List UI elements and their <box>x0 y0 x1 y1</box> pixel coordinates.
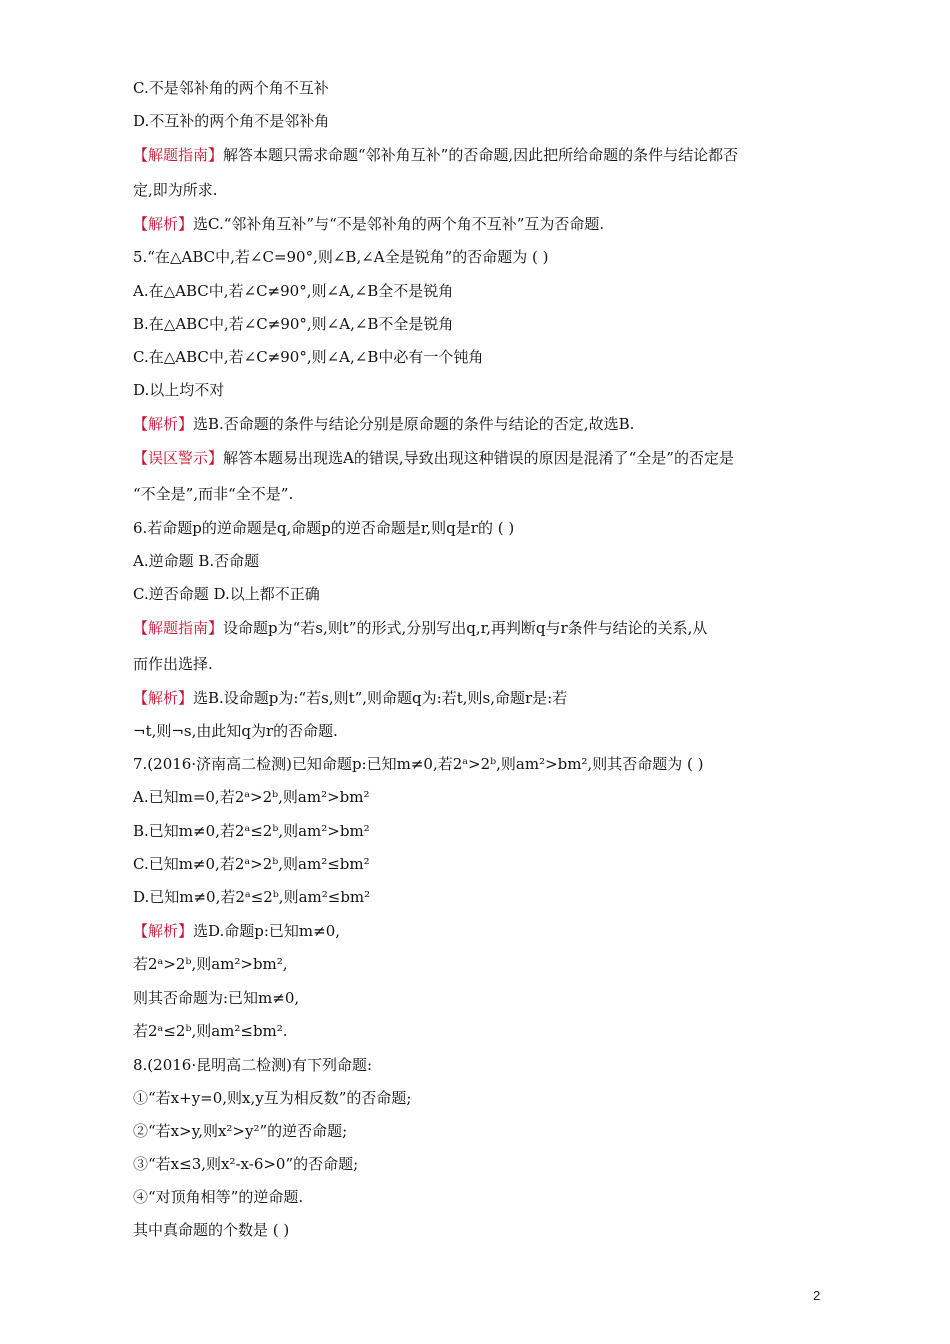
analysis-q7: 【解析】选D.命题p:已知m≠0, <box>133 922 341 940</box>
hint-q6: 【解题指南】设命题p为“若s,则t”的形式,分别写出q,r,再判断q与r条件与结论的关系,从 <box>133 619 708 637</box>
options-ab-q6: A.逆命题 B.否命题 <box>133 552 260 570</box>
analysis-q7-line2: 若2ᵃ>2ᵇ,则am²>bm², <box>133 955 288 973</box>
analysis-tag: 【解析】 <box>133 922 194 940</box>
proposition-1: ①“若x+y=0,则x,y互为相反数”的否命题; <box>133 1089 412 1107</box>
option-b-q5: B.在△ABC中,若∠C≠90°,则∠A,∠B不全是锐角 <box>133 315 454 333</box>
option-a-q7: A.已知m=0,若2ᵃ>2ᵇ,则am²>bm² <box>133 788 370 806</box>
option-d-q7: D.已知m≠0,若2ᵃ≤2ᵇ,则am²≤bm² <box>133 888 371 906</box>
question-8-ask: 其中真命题的个数是 ( ) <box>133 1221 290 1239</box>
question-7: 7.(2016·济南高二检测)已知命题p:已知m≠0,若2ᵃ>2ᵇ,则am²>bm²,则其否命题为 ( ) <box>133 755 704 773</box>
warning-tag: 【误区警示】 <box>133 449 224 467</box>
question-8: 8.(2016·昆明高二检测)有下列命题: <box>133 1056 373 1074</box>
option-c-q7: C.已知m≠0,若2ᵃ>2ᵇ,则am²≤bm² <box>133 855 370 873</box>
option-b-q7: B.已知m≠0,若2ᵃ≤2ᵇ,则am²>bm² <box>133 822 370 840</box>
analysis-tag: 【解析】 <box>133 689 194 707</box>
hint-q4-cont: 定,即为所求. <box>133 181 218 199</box>
option-c-q4: C.不是邻补角的两个角不互补 <box>133 79 329 97</box>
option-c-q5: C.在△ABC中,若∠C≠90°,则∠A,∠B中必有一个钝角 <box>133 348 484 366</box>
hint-q6-cont: 而作出选择. <box>133 655 213 673</box>
warning-q5: 【误区警示】解答本题易出现选A的错误,导致出现这种错误的原因是混淆了“全是”的否定是 <box>133 449 734 467</box>
question-6: 6.若命题p的逆命题是q,命题p的逆否命题是r,则q是r的 ( ) <box>133 519 515 537</box>
analysis-q6: 【解析】选B.设命题p为:“若s,则t”,则命题q为:若t,则s,命题r是:若 <box>133 689 568 707</box>
proposition-4: ④“对顶角相等”的逆命题. <box>133 1188 304 1206</box>
options-cd-q6: C.逆否命题 D.以上都不正确 <box>133 585 320 603</box>
analysis-q6-cont: ¬t,则¬s,由此知q为r的否命题. <box>133 722 338 740</box>
proposition-2: ②“若x>y,则x²>y²”的逆否命题; <box>133 1122 348 1140</box>
proposition-3: ③“若x≤3,则x²-x-6>0”的否命题; <box>133 1155 359 1173</box>
analysis-q7-line4: 若2ᵃ≤2ᵇ,则am²≤bm². <box>133 1022 288 1040</box>
question-5: 5.“在△ABC中,若∠C=90°,则∠B,∠A全是锐角”的否命题为 ( ) <box>133 248 549 266</box>
option-d-q4: D.不互补的两个角不是邻补角 <box>133 112 330 130</box>
analysis-q4: 【解析】选C.“邻补角互补”与“不是邻补角的两个角不互补”互为否命题. <box>133 215 605 233</box>
option-d-q5: D.以上均不对 <box>133 381 225 399</box>
hint-tag: 【解题指南】 <box>133 619 224 637</box>
analysis-tag: 【解析】 <box>133 415 194 433</box>
page-number: 2 <box>813 1288 821 1303</box>
hint-q4: 【解题指南】解答本题只需求命题“邻补角互补”的否命题,因此把所给命题的条件与结论都否 <box>133 146 739 164</box>
analysis-tag: 【解析】 <box>133 215 194 233</box>
analysis-q7-line3: 则其否命题为:已知m≠0, <box>133 989 300 1007</box>
analysis-q5: 【解析】选B.否命题的条件与结论分别是原命题的条件与结论的否定,故选B. <box>133 415 635 433</box>
warning-q5-cont: “不全是”,而非“全不是”. <box>133 485 294 503</box>
hint-tag: 【解题指南】 <box>133 146 224 164</box>
option-a-q5: A.在△ABC中,若∠C≠90°,则∠A,∠B全不是锐角 <box>133 282 454 300</box>
